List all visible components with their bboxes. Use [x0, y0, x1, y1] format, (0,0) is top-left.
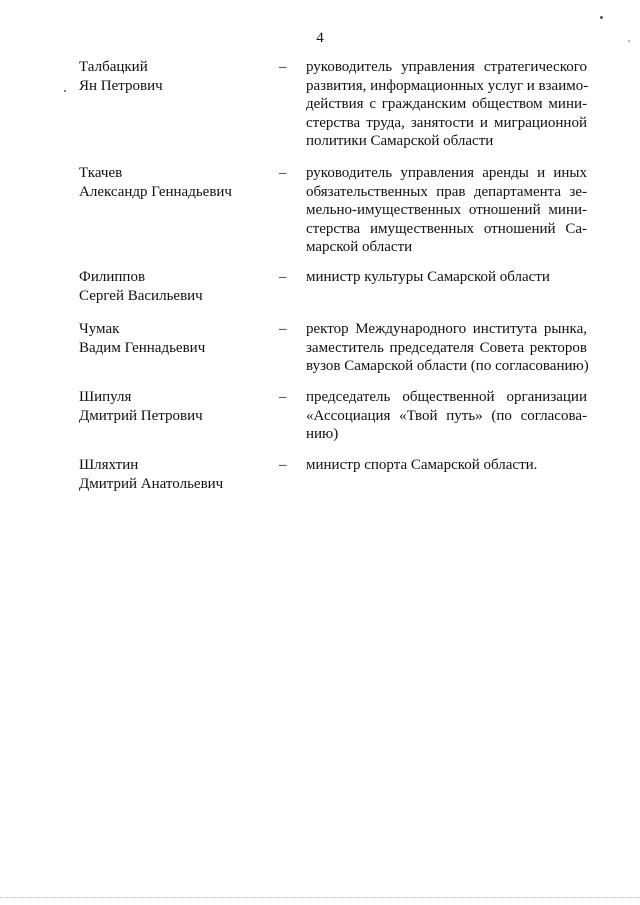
position-line: руководитель управления аренды и иных	[306, 165, 587, 181]
member-surname: Шипуля	[79, 389, 132, 405]
member-given-names: Дмитрий Анатольевич	[79, 475, 224, 492]
position-line: развития, информационных услуг и взаимо-	[306, 77, 589, 94]
position-line: председатель общественной организации	[306, 389, 587, 405]
separator-dash: –	[279, 165, 287, 181]
position-line: министр спорта Самарской области.	[306, 457, 538, 473]
position-line: стерства труда, занятости и миграционной	[306, 114, 587, 131]
member-position	[306, 268, 587, 287]
position-line: политики Самарской области	[306, 133, 494, 149]
position-line: действия с гражданским обществом мини-	[306, 96, 587, 112]
position-line: министр культуры Самарской области	[306, 269, 550, 285]
scan-speck	[600, 16, 603, 19]
member-name	[79, 388, 269, 425]
page-number: 4	[316, 30, 324, 46]
member-name	[79, 268, 269, 305]
member-given-names: Ян Петрович	[79, 77, 163, 94]
position-line: марской области	[306, 239, 413, 255]
separator-dash: –	[279, 59, 287, 75]
member-name	[79, 58, 269, 95]
position-line: мельно-имущественных отношений мини-	[306, 202, 587, 218]
member-position	[306, 164, 587, 257]
member-surname: Чумак	[79, 321, 120, 337]
separator-dash: –	[279, 321, 287, 337]
separator-dash: –	[279, 269, 287, 285]
position-line: заместитель председателя Совета ректоров	[306, 339, 587, 356]
position-line: нию)	[306, 426, 339, 442]
position-line: руководитель управления стратегического	[306, 59, 587, 75]
member-given-names: Вадим Геннадьевич	[79, 339, 206, 356]
scan-speck	[628, 40, 630, 42]
member-name	[79, 456, 269, 493]
member-surname: Шляхтин	[79, 457, 139, 473]
position-line: «Ассоциация «Твой путь» (по согласова-	[306, 407, 587, 424]
member-given-names: Сергей Васильевич	[79, 287, 203, 304]
member-surname: Филиппов	[79, 269, 146, 285]
member-surname: Талбацкий	[79, 59, 148, 75]
member-position	[306, 58, 587, 151]
member-position	[306, 456, 587, 475]
scan-speck	[64, 90, 66, 92]
scan-edge	[0, 897, 640, 899]
member-surname: Ткачев	[79, 165, 123, 181]
member-position	[306, 388, 587, 444]
member-name	[79, 320, 269, 357]
member-position	[306, 320, 587, 376]
position-line: обязательственных прав департамента зе-	[306, 183, 587, 200]
position-line: ректор Международного института рынка,	[306, 321, 587, 337]
position-line: стерства имущественных отношений Са-	[306, 220, 587, 237]
member-given-names: Дмитрий Петрович	[79, 407, 203, 424]
separator-dash: –	[279, 457, 287, 473]
member-name	[79, 164, 269, 201]
member-given-names: Александр Геннадьевич	[79, 183, 232, 200]
position-line: вузов Самарской области (по согласованию)	[306, 358, 589, 374]
separator-dash: –	[279, 389, 287, 405]
